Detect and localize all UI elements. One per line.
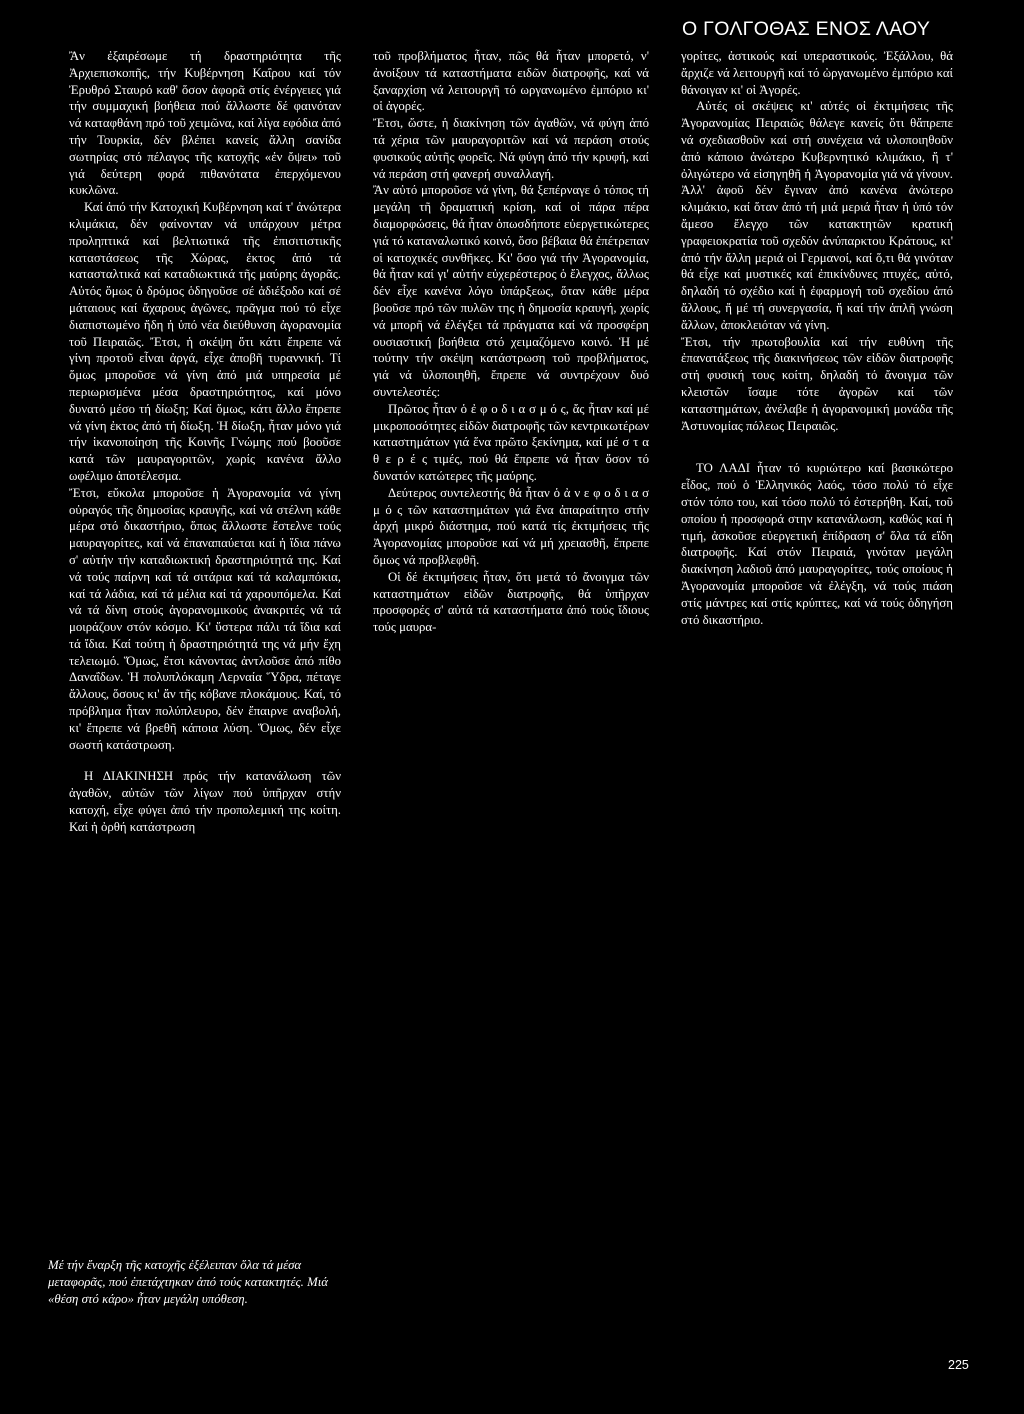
text-column-3	[681, 48, 953, 628]
paragraph: Δεύτερος συντελεστής θά ἦταν ὁ ἀ ν ε φ ο δ ι α σ μ ό ς τῶν καταστημάτων γιά ἕνα ἀπαραίτητο στήν ἀρχή μικρό διάστημα, πού κατά τίς ἐκτιμήσεις τῆς Ἀγορανομίας μποροῦσε καί νά μή χρειασθῆ, ἔπρεπε ὅμως νά προβλεφθῆ.	[373, 485, 649, 567]
page-number: 225	[948, 1358, 969, 1372]
paragraph: Ἔτσι, τήν πρωτοβουλία καί τήν ευθύνη τῆς ἐπανατάξεως τῆς διακινήσεως τῶν εἰδῶν διατροφῆς στή φυσική τους κοίτη, δηλαδή τό ἄνοιγμα τῶν κλειστῶν ἴσαμε τότε ἀγορῶν καί τῶν καταστημάτων, ἀνέλαβε ἡ ἀγορανομική μονάδα τῆς Ἀστυνομίας πόλεως Πειραιῶς.	[681, 334, 953, 433]
paragraph: Ἔτσι, ὥστε, ἡ διακίνηση τῶν ἀγαθῶν, νά φύγη ἀπό τά χέρια τῶν μαυραγοριτῶν καί νά περάση στούς φυσικούς αὐτῆς φορεῖς. Νά φύγη ἀπό τήν κρυφή, καί νά περάση στή φανερή συναλλαγή.	[373, 116, 649, 181]
paragraph: γορίτες, ἀστικούς καί υπεραστικούς. Ἐξάλλου, θά ἄρχιζε νά λειτουργῆ καί τό ὠργανωμένο ἐμπόριο καί θάνοιγαν κι' οἱ Ἀγορές.	[681, 49, 953, 97]
paragraph: Καί ἀπό τήν Κατοχική Κυβέρνηση καί τ' ἀνώτερα κλιμάκια, δέν φαίνονταν νά υπάρχουν μέτρα προληπτικά καί βελτιωτικά τῆς ἐπισιτιστικῆς καταστάσεως τῆς Χώρας, ἐκτος ἀπό τά κατασταλτικά καί καταδιωκτικά τῆς μαύρης ἀγορᾶς. Αὐτός ὅμως ὁ δρόμος ὁδηγοῦσε σέ ἀδιέξοδο καί σέ μάταιους καί ἄχαρους ἀγῶνες, πρᾶγμα πού τό εἶχε διαπιστωμένο ἤδη ἡ ὑπό νέα διεύθυνση ἀγορανομία τοῦ Πειραιῶς. Ἔτσι, ἡ σκέψη ὅτι κάτι ἔπρεπε νά γίνη προτοῦ εἶναι ἀργά, εἶχε ἀποβῆ τυραννική. Τί ὅμως μποροῦσε νά γίνη ἀπό μιά υπηρεσία μέ περιωρισμένα μέσα δραστηριότητος, καί μόνο δυνατό μέσο τή δίωξη; Καί ὅμως, κάτι ἄλλο ἔπρεπε νά γίνη ἐκτος ἀπό τή δίωξη. Ἡ δίωξη, ἦταν μόνο γιά τήν ἱκανοποίηση τῆς Κοινῆς Γνώμης πού βοοῦσε κατά τῶν μαυραγοριτῶν, χωρίς κανένα ἄλλο ωφέλιμο ἀποτέλεσμα.	[69, 200, 341, 483]
section-lead-paragraph: ΤΟ ΛΑΔΙ ἦταν τό κυριώτερο καί βασικώτερο εἶδος, πού ὁ Ἑλληνικός λαός, τόσο πολύ τό εἶχε στόν τόπο του, καί τόσο πολύ τό ἐστερήθη. Καί, τοῦ οποίου ἡ προσφορά στην κατανάλωση, καθώς καί ἡ τιμή, ἀσκοῦσε εὐεργετική ἐπίδραση σ' ὅλα τά εἴδη διατροφῆς. Καί στόν Πειραιά, γινόταν μεγάλη διακίνηση λαδιοῦ ἀπό μαυραγορίτες, τούς οποίους ἡ Ἀγορανομία μποροῦσε νά ἐλέγξη, νά τούς πιάση στίς μάντρες καί στίς κρύπτες, καί νά τούς ὁδηγήση στό δικαστήριο.	[681, 461, 953, 627]
section-lead-paragraph: Η ΔΙΑΚΙΝΗΣΗ πρός τήν κατανάλωση τῶν ἀγαθῶν, αὐτῶν τῶν λίγων πού ὑπῆρχαν στήν κατοχή, εἶχε φύγει ἀπό τήν προπολεμική της κοίτη. Καί ἡ ὀρθή κατάστρωση	[69, 769, 341, 834]
text-column-1	[69, 48, 341, 836]
paragraph: Ἔτσι, εὔκολα μποροῦσε ἡ Ἀγορανομία νά γίνη οὐραγός τῆς δημοσίας κραυγῆς, καί νά στέλνη κάθε μέρα στό δικαστήριο, ὅπως ἄλλωστε ἔστελνε τούς μαυραγορίτες, καί νά ἐπαναπαύεται καί ἡ ἴδια πάνω σ' αὐτήν τήν καταδιωκτική δραστηριότητά της. Καί νά τούς παίρνη καί τά σιτάρια καί τά καλαμπόκια, καί τά λάδια, καί τά μέλια καί τά χαρουπόμελα. Καί νά τά δίνη στούς ἀγορανομικούς ἀνακριτές νά τά μοιράζουν στόν κόσμο. Κι' ὕστερα πάλι τά ἴδια καί τά ἴδια. Καί τούτη ἡ δραστηριότητά της νά μήν ἔχη τελειωμό. Ὅμως, ἔτσι κάνοντας ἀντλοῦσε ἀπό πίθο Δαναΐδων. Ἡ πολυπλόκαμη Λερναία Ὕδρα, πέταγε ἄλλους, ὅσους κι' ἄν τῆς κόβανε πλοκάμους. Καί, τό πρόβλημα ἦταν πολύπλευρο, δέν ἔπαιρνε αναβολή, κι' ἔπρεπε νά βρεθῆ κάποια λύση. Ὅμως, δέν εἶχε σωστή κατάστρωση.	[69, 485, 341, 752]
page-header-title: Ο ΓΟΛΓΟΘΑΣ ΕΝΟΣ ΛΑΟΥ	[682, 18, 931, 40]
paragraph: Ἂν αὐτό μποροῦσε νά γίνη, θά ξεπέρναγε ὁ τόπος τή μεγάλη τῆ δραματική κρίση, καί οἱ πάρα πέρα διαμορφώσεις, θά ἦταν ὁπωσδήποτε εὐεργετικώτερες γιά τό καταναλωτικό κοινό, ὅσο βέβαια θά ἐπέτρεπαν οἱ κατοχικές συνθῆκες. Κι' ὅσο γιά τήν Ἀγορανομία, θά ἦταν καί γι' αὐτήν εὐχερέστερος ὁ ἔλεγχος, ἄλλως δέν εἶχε κανένα λόγο ὑπάρξεως, ὅταν κάθε μέρα βοοῦσε πρό τῶν πυλῶν της ἡ δημοσία κραυγή, χωρίς νά μπορῆ νά ἐλέγξει τά πράγματα καί νά προσφέρη ουσιαστική βοήθεια στό χειμαζόμενο κοινό. Ἡ μέ τούτην τήν σκέψη κατάστρωση τοῦ προβλήματος, γιά νά ὑλοποιηθῆ, ἔπρεπε νά συντρέχουν δυό συντελεστές:	[373, 183, 649, 399]
text-column-2	[373, 48, 649, 636]
photo-caption: Μέ τήν ἔναρξη τῆς κατοχῆς ἐξέλειπαν ὅλα τά μέσα μεταφορᾶς, πού ἐπετάχτηκαν ἀπό τούς κατακτητές. Μιά «θέση στό κάρο» ἦταν μεγάλη υπόθεση.	[48, 1258, 329, 1306]
paragraph: Ἂν ἐξαιρέσωμε τή δραστηριότητα τῆς Ἀρχιεπισκοπῆς, τήν Κυβέρνηση Καΐρου καί τόν Ἐρυθρό Σταυρό καθ' ὅσον ἀφορᾶ στίς ἐνέργειες γιά τήν συμμαχική βοήθεια πού ἄλλωστε δέ φαινόταν νά καταφθάνη πρό τοῦ χειμῶνα, καί λίγα εφόδια ἀπό τήν Τουρκία, δέν βλέπει κανείς ἄλλη σανίδα σωτηρίας στό πέλαγος τῆς κατοχῆς «ἐν ὄψει» τοῦ γιά δεύτερη φορά πιθανότατα ἐπερχόμενου κυκλῶνα.	[69, 49, 341, 198]
paragraph: Αὐτές οἱ σκέψεις κι' αὐτές οἱ ἐκτιμήσεις τῆς Ἀγορανομίας Πειραιῶς θάλεγε κανείς ὅτι θἄπρεπε νά σχεδιασθοῦν καί στή συνέχεια νά υλοποιηθοῦν ἀπό κάποιο ἀνώτερο Κυβερνητικό κλιμάκιο, ἤ τ' ὀλιγώτερο νά εἰσηγηθῆ ἡ Ἀγορανομία γιά νά γίνουν. Ἀλλ' ἀφοῦ δέν ἔγιναν ἀπό κανένα ἀνώτερο κλιμάκιο, καί ὅταν ἀπό τή μιά μεριά ἦταν ἡ ὑπό τόν ἄμεσο ἔλεγχο τῶν κατακτητῶν κρατική γραφειοκρατία τοῦ σχεδόν ἀνύπαρκτου Κράτους, κι' ἀπό τήν ἄλλη μεριά οἱ Γερμανοί, καί ὅ,τι θά γινόταν θά εἶχε καί μυστικές καί ἐπικίνδυνες πτυχές, αὐτό, δηλαδή τό σχέδιο καί ἡ ἐφαρμογή τοῦ σχεδίου ἀπό ἄλλους, ἤ μέ τή συνεργασία, ἤ καί τήν ἁπλῆ γνώση ἄλλων, ἀποκλειόταν νά γίνη.	[681, 99, 953, 332]
paragraph: τοῦ προβλήματος ἦταν, πῶς θά ἦταν μπορετό, ν' ἀνοίξουν τά καταστήματα ειδῶν διατροφῆς, καί νά ξαναρχίση νά λειτουργῆ τό ωργανωμένο ἐμπόριο κι' οἱ ἀγορές.	[373, 49, 649, 114]
paragraph: Πρῶτος ἦταν ὁ ἐ φ ο δ ι α σ μ ό ς, ἄς ἦταν καί μέ μικροποσότητες εἰδῶν διατροφῆς τῶν κεντρικωτέρων καταστημάτων γιά ἕνα πρῶτο ξεκίνημα, καί μέ σ τ α θ ε ρ έ ς τιμές, πού θά ἔπρεπε νά ἦταν ὅσον τό δυνατόν κατώτερες τῆς μαύρης.	[373, 401, 650, 483]
paragraph: Οἱ δέ ἐκτιμήσεις ἦταν, ὅτι μετά τό ἄνοιγμα τῶν καταστημάτων εἰδῶν διατροφῆς, θά ὑπῆρχαν προσφορές σ' αὐτά τά καταστήματα ἀπό τούς ἴδιους τούς μαυρα-	[373, 569, 649, 635]
